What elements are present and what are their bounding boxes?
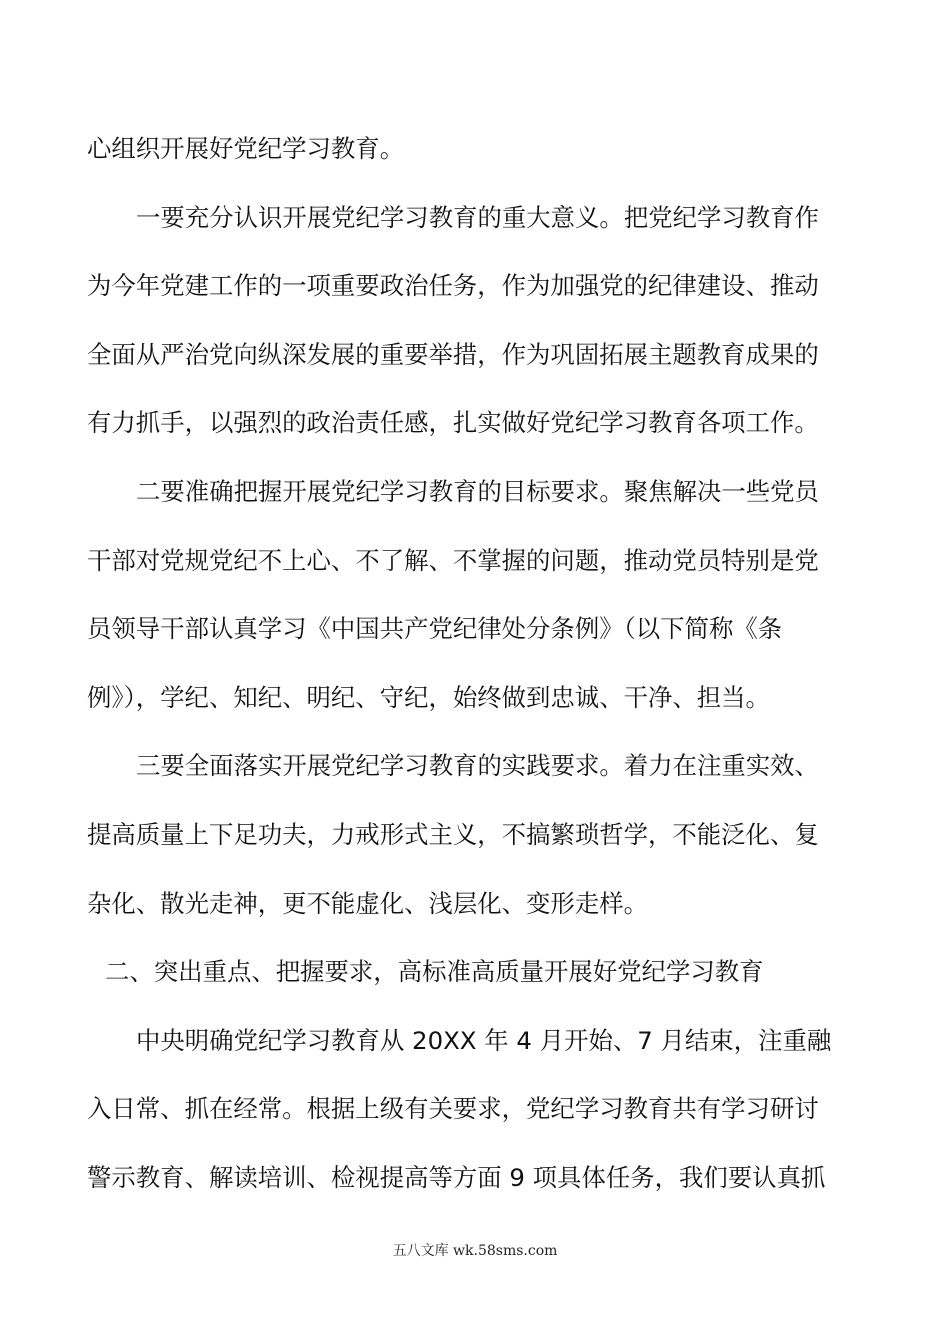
document-body <box>87 124 867 1222</box>
text-line: 干部对党规党纪不上心、不了解、不掌握的问题，推动党员特别是党 <box>87 545 819 575</box>
text-line: 中央明确党纪学习教育从 20XX 年 4 月开始、7 月结束，注重融 <box>136 1025 832 1055</box>
text-line: 心组织开展好党纪学习教育。 <box>87 134 405 163</box>
text-line: 有力抓手，以强烈的政治责任感，扎实做好党纪学习教育各项工作。 <box>87 408 819 438</box>
text-line: 三要全面落实开展党纪学习教育的实践要求。着力在注重实效、 <box>136 751 819 781</box>
text-line: 例》），学纪、知纪、明纪、守纪，始终做到忠诚、干净、担当。 <box>87 682 770 712</box>
text-line: 杂化、散光走神，更不能虚化、浅层化、变形走样。 <box>87 888 648 918</box>
section-heading: 二、突出重点、把握要求，高标准高质量开展好党纪学习教育 <box>105 957 764 987</box>
text-line: 为今年党建工作的一项重要政治任务，作为加强党的纪律建设、推动 <box>87 271 819 301</box>
text-line: 员领导干部认真学习《中国共产党纪律处分条例》（以下简称《条 <box>87 614 783 644</box>
text-line: 一要充分认识开展党纪学习教育的重大意义。把党纪学习教育作 <box>136 202 819 232</box>
text-line: 提高质量上下足功夫，力戒形式主义，不搞繁琐哲学，不能泛化、复 <box>87 819 819 849</box>
text-line: 全面从严治党向纵深发展的重要举措，作为巩固拓展主题教育成果的 <box>87 339 819 369</box>
text-line: 警示教育、解读培训、检视提高等方面 9 项具体任务，我们要认真抓 <box>87 1162 826 1192</box>
text-line: 入日常、抓在经常。根据上级有关要求，党纪学习教育共有学习研讨 <box>87 1094 819 1124</box>
text-line: 二要准确把握开展党纪学习教育的目标要求。聚焦解决一些党员 <box>136 476 819 506</box>
page-footer: 五八文库 wk.58sms.com <box>392 1243 558 1259</box>
